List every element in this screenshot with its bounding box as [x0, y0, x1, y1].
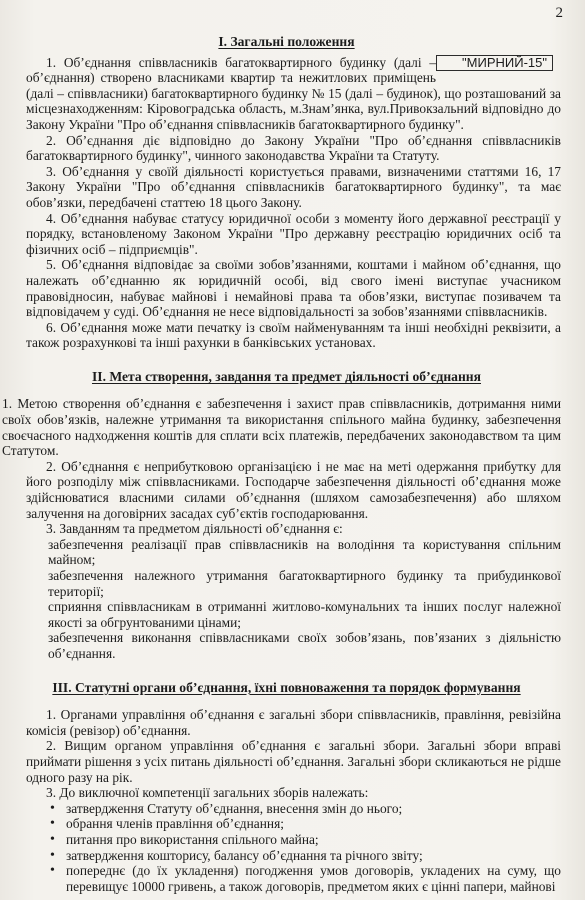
section-3-heading: ІІІ. Статутні органи об’єднання, їхні повноваження та порядок формування [52, 679, 521, 695]
s1-paragraph-3: 3. Об’єднання у своїй діяльності користується правами, визначеними статтями 16, 17 Закону України "Про об’єднання співвласників багатоквартирного будинку", та має обов’язки, передбачені статтею 18 цього Закону. [26, 163, 561, 210]
s3-paragraph-3: 3. До виключної компетенції загальних зборів належать: [46, 785, 369, 801]
s1-paragraph-5: 5. Об’єднання відповідає за своїми зобов’язаннями, коштами і майном об’єднання, що належать об’єднанню як юридичній особі, від свого імені виступає учасником правовідносин, набуває майнові і немайнові права та обов’язки, виступає позивачем та відповідачем у суді. Об’єднання не несе відповідальності за зобов’язаннями співвласників. [26, 257, 561, 320]
s2-paragraph-1: 1. Метою створення об’єднання є забезпечення і захист прав співвласників, дотримання ними своїх обов’язків, належне утримання та використання спільного майна будинку, забезпечення своєчасного надходження коштів для сплати всіх платежів, передбачених законодавством та цим Статутом. [2, 396, 561, 459]
list-item: • питання про використання спільного майна; [50, 832, 561, 848]
list-item: • затвердження кошторису, балансу об’єднання та річного звіту; [50, 848, 561, 864]
s1-paragraph-6: 6. Об’єднання може мати печатку із своїм найменуванням та інші необхідні реквізити, а також розрахункові та інші рахунки в банківських установах. [26, 319, 561, 351]
s2-task-item-3: сприяння співвласникам в отриманні житлово-комунальних та інших послуг належної якості за обгрунтованими цінами; [48, 599, 561, 630]
document-body [2, 34, 561, 894]
list-item: • обрання членів правління об’єднання; [50, 816, 561, 832]
s3-paragraph-2: 2. Вищим органом управління об’єднання є загальні збори. Загальні збори вправі приймати рішення з усіх питань діяльності об’єднання. Загальні збори скликаються не рідше одного разу на рік. [26, 738, 561, 785]
s2-task-item-2: забезпечення належного утримання багатоквартирного будинку та прибудинкової території; [48, 568, 561, 599]
s3-competence-list [12, 801, 561, 895]
s2-paragraph-3: 3. Завданням та предметом діяльності об’єднання є: [46, 521, 343, 537]
s3-paragraph-1: 1. Органами управління об’єднання є загальні збори співвласників, правління, ревізійна комісія (ревізор) об’єднання. [26, 707, 561, 738]
s2-paragraph-2: 2. Об’єднання є неприбутковою організацією і не має на меті одержання прибутку для його розподілу між співвласниками. Господарче забезпечення діяльності об’єднання може здійснюватися власними силами об’єднання (шляхом самозабезпечення) або шляхом залучення на договірних засадах суб’єктів господарювання. [26, 458, 561, 521]
s1-paragraph-1: "МИРНИЙ-15" 1. Об’єднання співвласників багатоквартирного будинку (далі – об’єднання) створено власниками квартир та нежитлових приміщень (далі – співвласники) багатоквартирного будинку № 15 (далі – будинок), що розташований за місцезнаходженням: Кіровоградська область, м.Знам’янка, вул.Привокзальний відповідно до Закону України "Про об’єднання співвласників багатоквартирного будинку". [26, 54, 561, 132]
s1-paragraph-2: 2. Об’єднання діє відповідно до Закону України "Про об’єднання співвласників багатоквартирного будинку", чинного законодавства України та Статуту. [26, 132, 561, 164]
list-item: • попереднє (до їх укладення) погодження умов договорів, укладених на суму, що перевищує 10000 гривень, а також договорів, предметом яких є цінні папери, майнові [50, 863, 561, 894]
section-1-heading: І. Загальні положення [218, 34, 355, 49]
list-item: • затвердження Статуту об’єднання, внесення змін до нього; [50, 801, 561, 817]
s2-task-item-1: забезпечення реалізації прав співвласників на володіння та користування спільним майном; [48, 536, 561, 568]
section-2-heading: ІІ. Мета створення, завдання та предмет діяльності об’єднання [91, 368, 481, 384]
s2-task-item-4: забезпечення виконання співвласниками своїх зобов’язань, пов’язаних з діяльністю об’єднання. [48, 630, 561, 661]
s1-paragraph-4: 4. Об’єднання набуває статусу юридичної особи з моменту його державної реєстрації у порядку, встановленому Законом України "Про державну реєстрацію юридичних осіб та фізичних осіб – підприємців". [26, 210, 561, 257]
page-number: 2 [555, 5, 563, 21]
association-name-box: "МИРНИЙ-15" [436, 55, 553, 71]
